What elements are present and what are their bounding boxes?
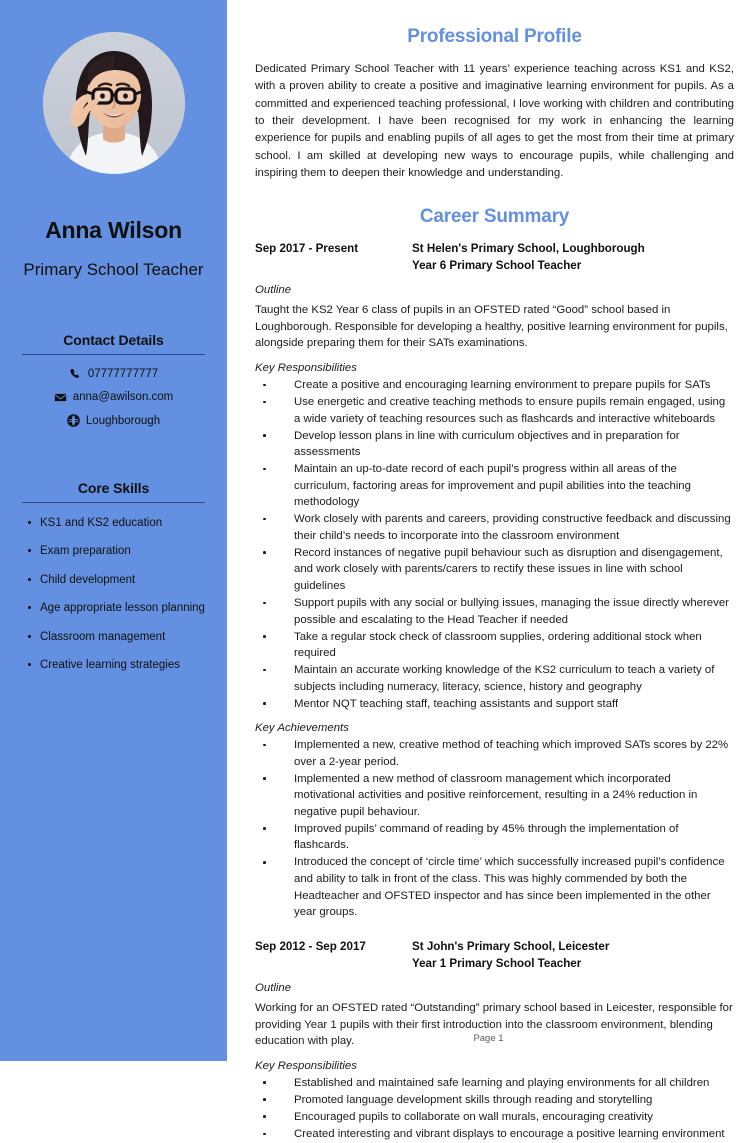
contact-location[interactable] [22,414,205,428]
professional-profile-text: Dedicated Primary School Teacher with 11 years’ experience teaching across KS1 and KS2, with a proven ability to create a positive and imaginative learning environment for pupils. As a committed and experienced teaching professional, I love working with children and contributing to their development. I have been recognised for my work in enhancing the learning experience for pupils and enabling pupils of all ages to get the most from their time at primary school. I am skilled at developing new ways to encourage pupils, while challenging and inspiring them to deepen their knowledge and understanding. [255,63,734,179]
outline-text: Taught the KS2 Year 6 class of pupils in an OFSTED rated “Good” school based in Loughborough. Responsible for developing a healthy, positive learning environment for pupils, alongside preparing them for their SATs examinations. [255,304,728,350]
page-title: Anna Wilson [45,217,182,243]
list-item: Maintain an up-to-date record of each pupil’s progress within all areas of the curriculum, factoring areas for improvement and pupil abilities into the teaching methodology [255,461,734,511]
phone-icon [69,368,82,381]
job-role: Year 1 Primary School Teacher [412,956,582,970]
profession-subtitle: Primary School Teacher [23,260,204,280]
contact-list [22,367,205,428]
responsibilities-label: Key Responsibilities [255,1059,357,1072]
list-item: Implemented a new, creative method of teaching which improved SATs scores by 22% over a 2-year period. [255,737,734,770]
list-item: Implemented a new method of classroom management which incorporated motivational activities and positive reinforcement, resulting in a 24% reduction in negative pupil behaviour. [255,771,734,821]
contact-details-heading: Contact Details [63,331,164,348]
list-item: Child development [26,573,205,587]
core-skills-list [22,516,205,672]
list-item: Created interesting and vibrant displays to encourage a positive learning environment [255,1126,734,1143]
list-item: Work closely with parents and careers, providing constructive feedback and discussing their child’s needs to incorporate into the classroom environment [255,511,734,544]
responsibilities-list [255,1075,734,1143]
list-item: Mentor NQT teaching staff, teaching assistants and support staff [255,696,734,713]
main-content [227,0,750,1141]
email-value: anna@awilson.com [72,391,174,404]
contact-divider [22,354,205,355]
job-spacer [255,921,734,937]
avatar [43,32,185,174]
job-role: Year 6 Primary School Teacher [412,258,582,272]
list-item: Introduced the concept of ‘circle time’ which successfully increased pupil’s confidence and ability to talk in front of the class. This was highly commended by both the Headteacher and OFSTED inspector and has since been implemented in the other year groups. [255,854,734,920]
globe-icon [67,414,80,427]
outline-label: Outline [255,982,292,994]
job-company: St John's Primary School, Leicester [412,940,610,954]
page-footer: Page 1 [473,1033,504,1044]
list-item: Improved pupils’ command of reading by 45% through the implementation of flashcards. [255,821,734,854]
contact-email[interactable] [22,390,205,404]
list-item: Encouraged pupils to collaborate on wall murals, encouraging creativity [255,1109,734,1126]
location-value: Loughborough [85,414,161,427]
list-item: Age appropriate lesson planning [26,601,205,615]
contact-phone[interactable] [22,367,205,381]
job-dates: Sep 2017 - Present [255,242,359,256]
core-skills-heading: Core Skills [77,480,150,497]
envelope-icon [54,391,67,404]
job-entry [255,241,734,920]
list-item: Develop lesson plans in line with curriculum objectives and in preparation for assessments [255,428,734,461]
outline-text: Working for an OFSTED rated “Outstanding” primary school based in Leicester, responsible for providing Year 1 pupils with their first introduction into the classroom environment, blending education with play. [255,1002,733,1048]
list-item: Promoted language development skills through reading and storytelling [255,1092,734,1109]
list-item: Maintain an accurate working knowledge of the KS2 curriculum to teach a variety of subjects including numeracy, literacy, science, history and geography [255,662,734,695]
responsibilities-list [255,377,734,712]
list-item: Classroom management [26,630,205,644]
achievements-label: Key Achievements [255,722,349,735]
skills-divider [22,502,205,503]
list-item: Creative learning strategies [26,658,205,672]
list-item: Record instances of negative pupil behaviour such as disruption and disengagement, and work closely with parents/carers to rectify these issues in line with school guidelines [255,545,734,595]
job-company: St Helen's Primary School, Loughborough [412,242,645,256]
career-summary-heading: Career Summary [419,206,570,228]
list-item: KS1 and KS2 education [26,516,205,530]
outline-label: Outline [255,284,292,297]
job-employer [412,939,734,972]
list-item: Take a regular stock check of classroom supplies, ordering additional stock when required [255,629,734,662]
sidebar [0,0,227,1061]
job-header [255,939,734,972]
job-header [255,241,734,274]
list-item: Exam preparation [26,544,205,558]
responsibilities-label: Key Responsibilities [255,362,357,375]
phone-value: 07777777777 [87,367,159,380]
job-employer [412,241,734,274]
job-dates: Sep 2012 - Sep 2017 [255,940,366,954]
list-item: Use energetic and creative teaching methods to ensure pupils remain engaged, using a wide variety of teaching resources such as flashcards and interactive whiteboards [255,394,734,427]
list-item: Established and maintained safe learning and playing environments for all children [255,1075,734,1092]
professional-profile-heading: Professional Profile [407,26,582,47]
achievements-list [255,737,734,920]
list-item: Support pupils with any social or bullying issues, managing the issue directly wherever possible and escalating to the Head Teacher if needed [255,595,734,628]
list-item: Create a positive and encouraging learning environment to prepare pupils for SATs [255,377,734,394]
